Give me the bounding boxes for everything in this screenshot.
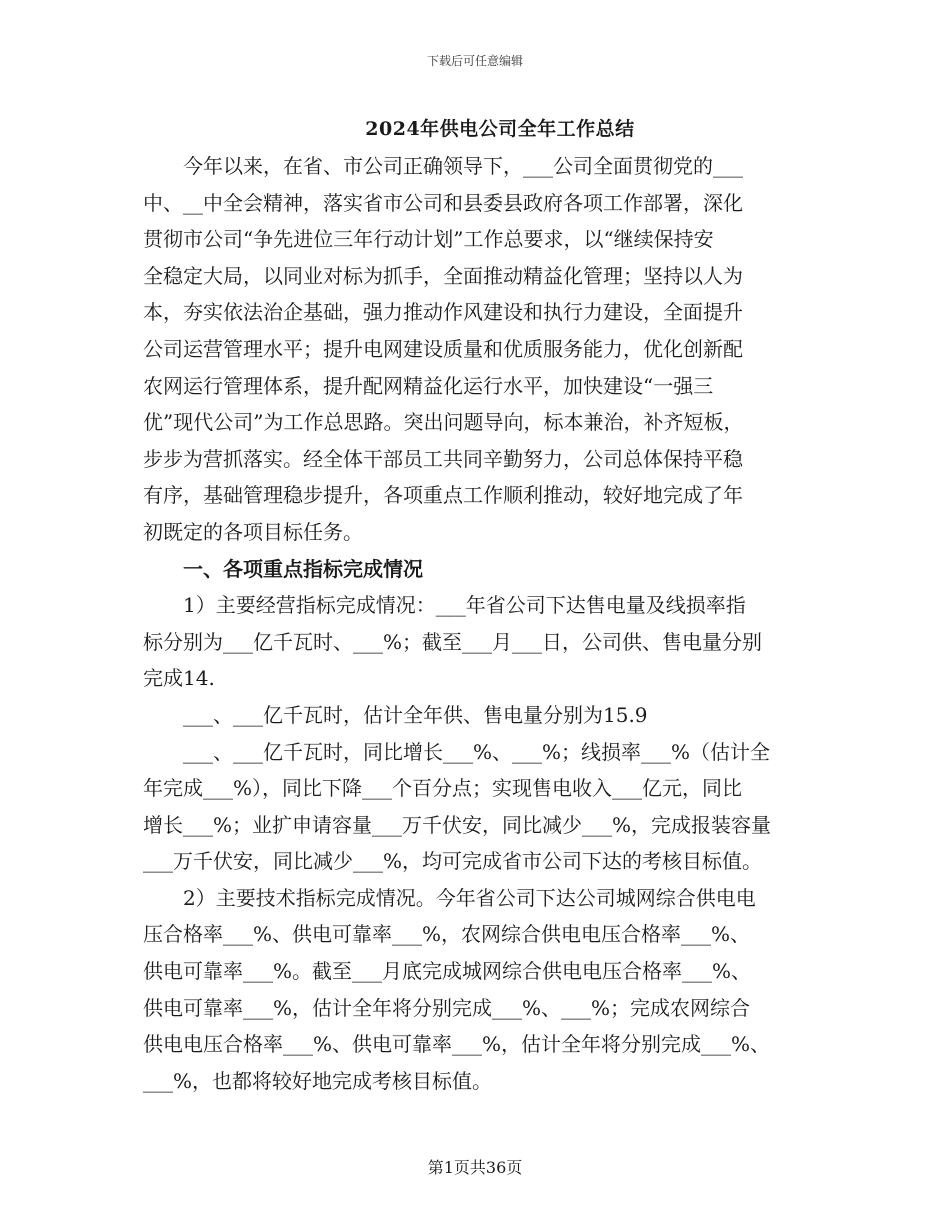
paragraph-line: 有序，基础管理稳步提升，各项重点工作顺利推动，较好地完成了年 (143, 483, 743, 508)
paragraph-line: 压合格率___%、供电可靠率___%，农网综合供电电压合格率___%、 (143, 922, 751, 947)
page-header: 下载后可任意编辑 (426, 54, 523, 68)
paragraph-line: 今年以来，在省、市公司正确领导下，___公司全面贯彻党的___ (183, 154, 743, 178)
document-title: 2024年供电公司全年工作总结 (365, 118, 635, 140)
page-footer: 第1页共36页 (427, 1158, 523, 1177)
paragraph-line: ___、___亿千瓦时，同比增长___%、___%；线损率___%（估计全 (183, 739, 771, 764)
paragraph-line: 年完成___%），同比下降___个百分点；实现售电收入___亿元，同比 (143, 776, 743, 801)
document-body (143, 148, 808, 1099)
paragraph-line: 标分别为___亿千瓦时、___%；截至___月___日，公司供、售电量分别 (143, 629, 763, 654)
paragraph-line: 优”现代公司”为工作总思路。突出问题导向，标本兼治，补齐短板， (143, 410, 744, 435)
paragraph-line: 供电可靠率___%，估计全年将分别完成___%、___%；完成农网综合 (143, 995, 751, 1020)
paragraph-line: 步步为营抓落实。经全体干部员工共同辛勤努力，公司总体保持平稳 (143, 446, 743, 471)
paragraph-line: ___万千伏安，同比减少___%，均可完成省市公司下达的考核目标值。 (143, 849, 763, 874)
paragraph-line: ___、___亿千瓦时，估计全年供、售电量分别为15.9 (183, 702, 648, 727)
paragraph-line: 全稳定大局，以同业对标为抓手，全面推动精益化管理；坚持以人为 (143, 263, 743, 288)
paragraph-line: ___%，也都将较好地完成考核目标值。 (143, 1068, 493, 1093)
paragraph-line: 完成14. (143, 666, 215, 691)
paragraph-line: 贯彻市公司“争先进位三年行动计划”工作总要求，以“继续保持安 (143, 227, 714, 252)
paragraph-line: 供电可靠率___%。截至___月底完成城网综合供电电压合格率___%、 (143, 959, 752, 984)
paragraph-line: 增长___%；业扩申请容量___万千伏安，同比减少___%，完成报装容量 (143, 812, 772, 837)
paragraph-line: 农网运行管理体系，提升配网精益化运行水平，加快建设“一强三 (143, 373, 714, 398)
paragraph-line: 供电电压合格率___%、供电可靠率___%，估计全年将分别完成___%、 (143, 1032, 771, 1057)
paragraph-line: 2）主要技术指标完成情况。今年省公司下达公司城网综合供电电 (183, 885, 756, 910)
section-heading: 一、各项重点指标完成情况 (183, 556, 423, 581)
paragraph-line: 初既定的各项目标任务。 (143, 519, 363, 544)
paragraph-line: 1）主要经营指标完成情况：___年省公司下达售电量及线损率指 (183, 593, 746, 618)
paragraph-line: 中、__中全会精神，落实省市公司和县委县政府各项工作部署，深化 (143, 190, 743, 215)
paragraph-line: 本，夯实依法治企基础，强力推动作风建设和执行力建设，全面提升 (143, 300, 743, 325)
paragraph-line: 公司运营管理水平；提升电网建设质量和优质服务能力，优化创新配 (143, 336, 743, 361)
